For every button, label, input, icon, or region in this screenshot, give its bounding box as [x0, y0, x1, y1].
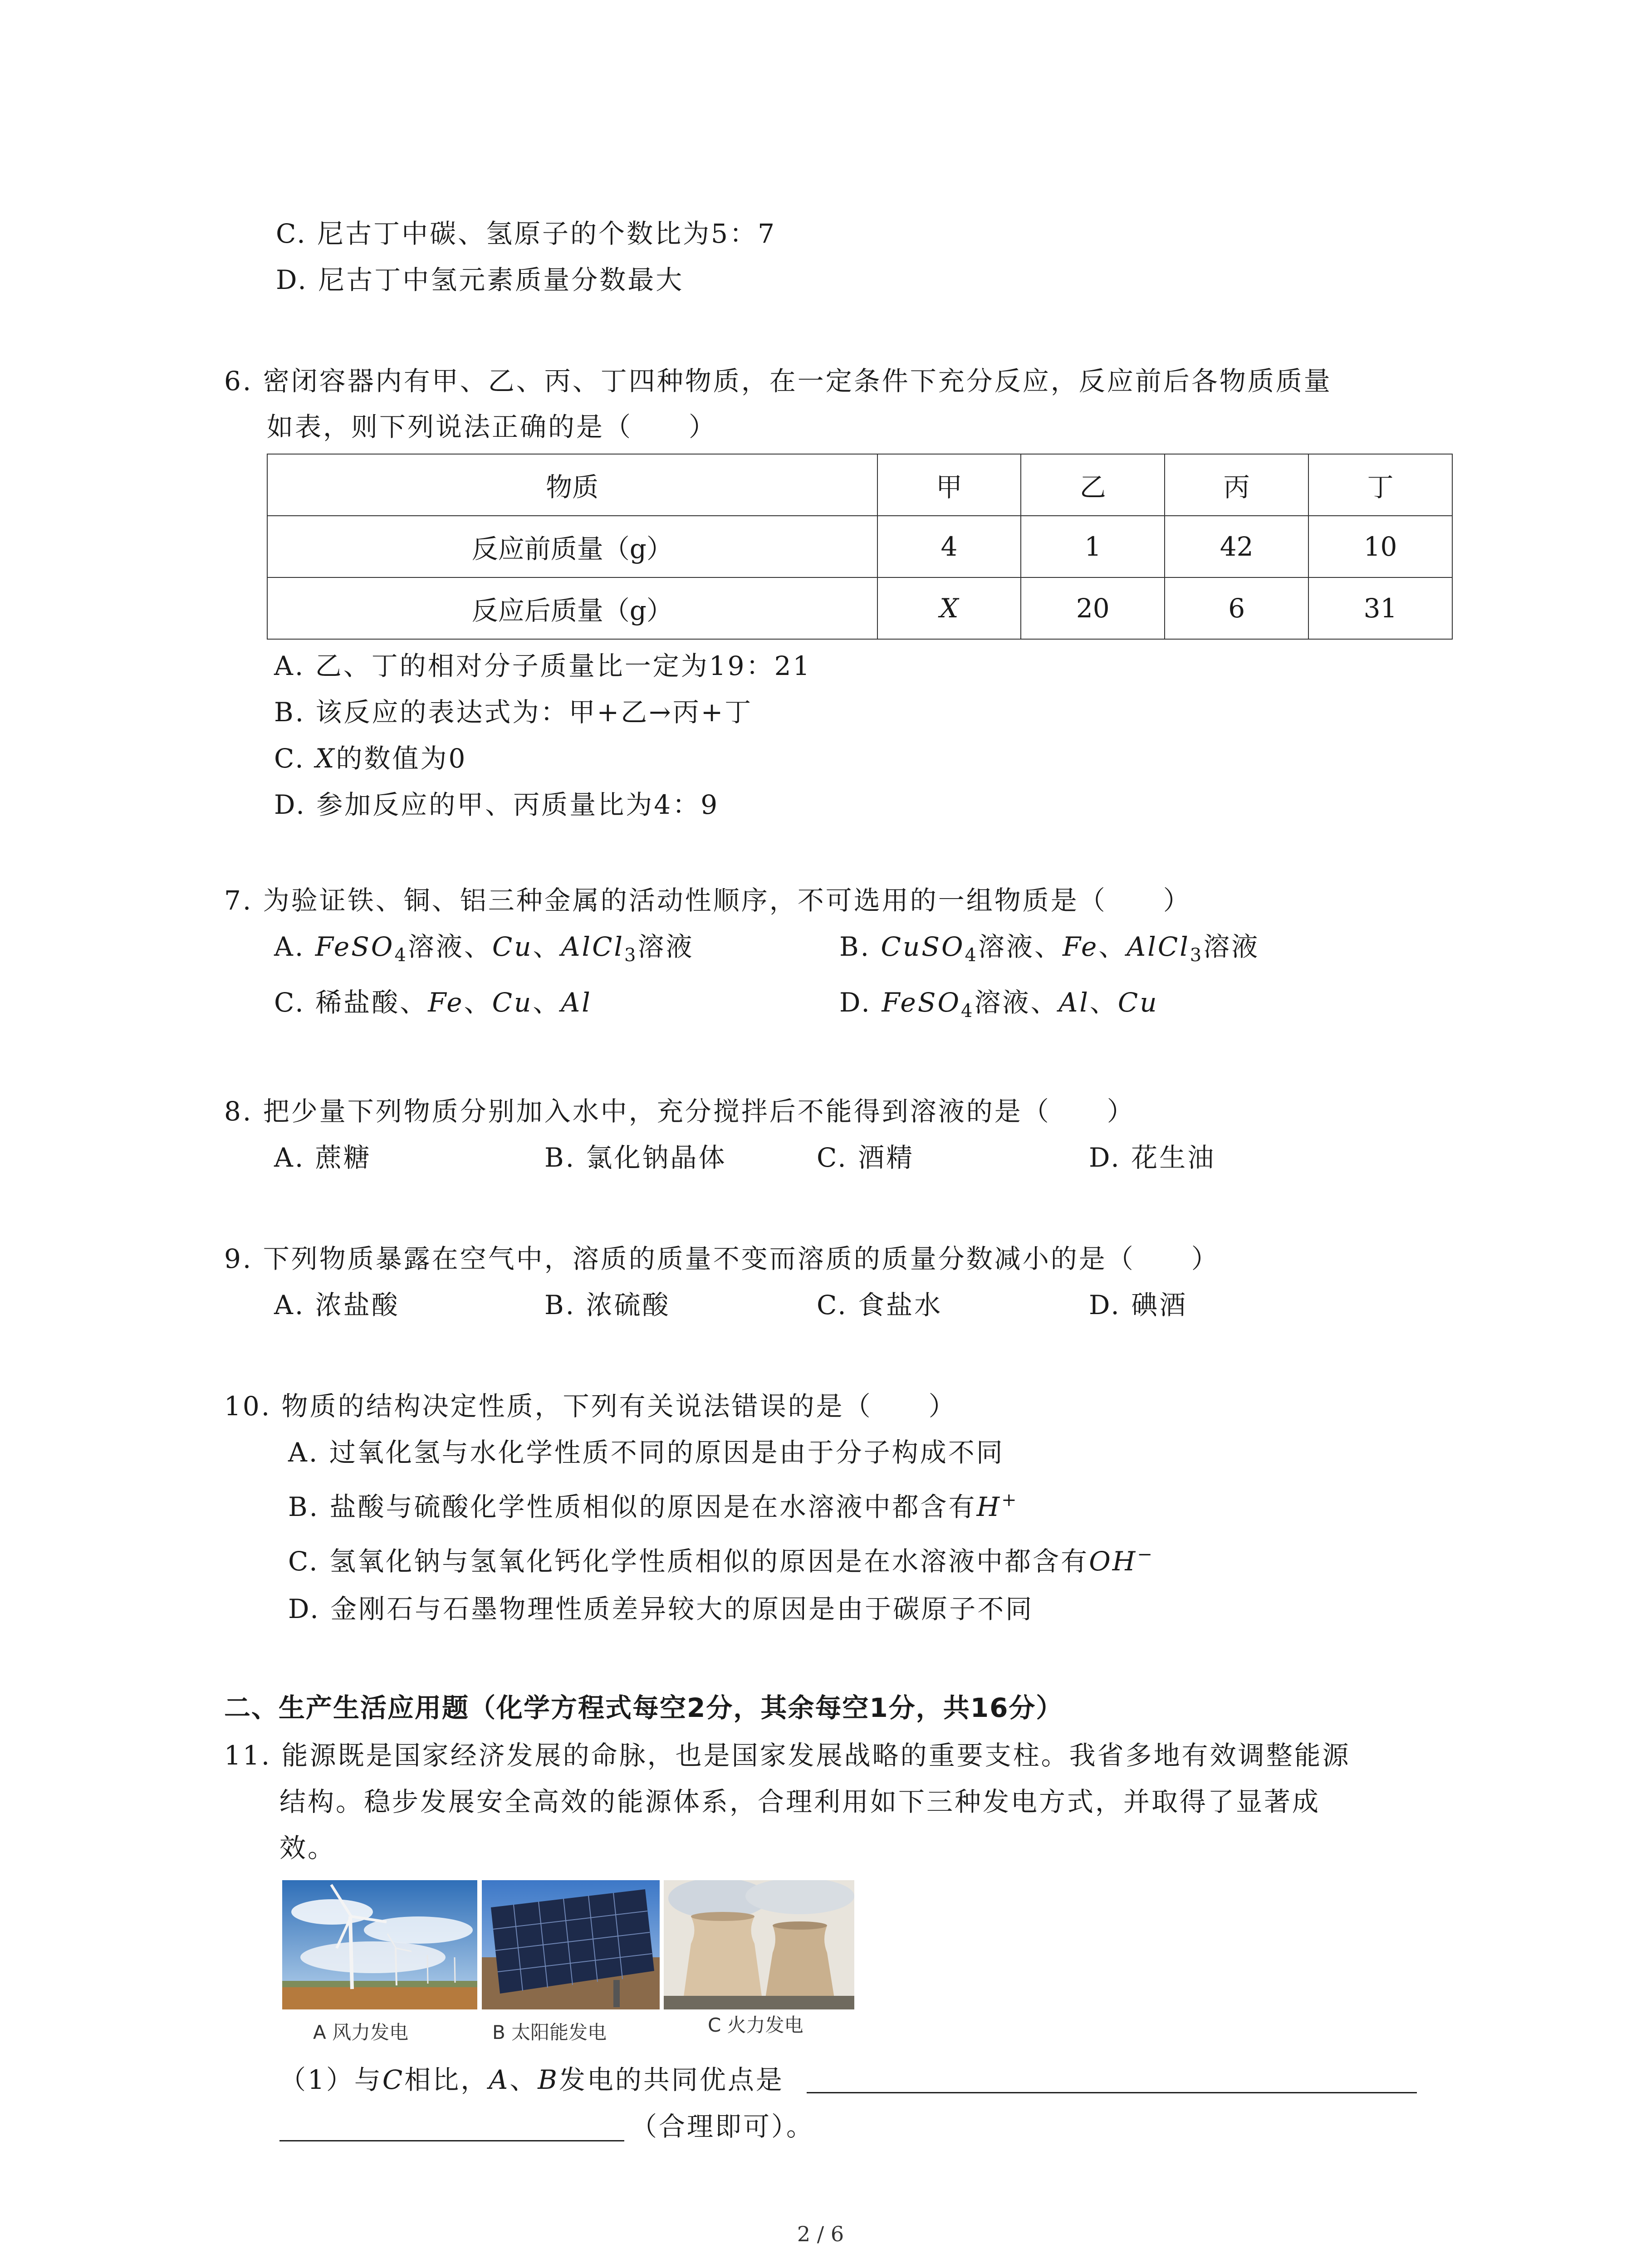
table-header-cell: 物质 — [267, 454, 877, 516]
table-header-cell: 丁 — [1308, 454, 1452, 516]
option-label: D. — [839, 987, 882, 1018]
q11-part1-end: （合理即可）。 — [631, 2111, 815, 2142]
formula: Al — [561, 987, 592, 1018]
table-cell: 4 — [877, 516, 1021, 577]
q5-option-c: C. 尼古丁中碳、氢原子的个数比为5：7 — [276, 218, 776, 249]
q10-stem: 10. 物质的结构决定性质，下列有关说法错误的是（ ） — [224, 1391, 957, 1422]
q7-option-c — [274, 984, 592, 1021]
formula: Al — [1058, 987, 1090, 1018]
formula: AlCl — [1127, 931, 1190, 962]
formula: CuSO — [881, 931, 965, 962]
subscript: 4 — [394, 945, 408, 966]
subscript: 3 — [624, 945, 638, 966]
thermal-power-caption: C 火力发电 — [708, 2014, 803, 2036]
q6-stem-line1: 6. 密闭容器内有甲、乙、丙、丁四种物质，在一定条件下充分反应，反应前后各物质质量 — [224, 366, 1332, 396]
variable: C — [382, 2064, 405, 2095]
formula: Cu — [492, 987, 533, 1018]
q9-option-d: D. 碘酒 — [1089, 1290, 1188, 1320]
q9-option-a: A. 浓盐酸 — [274, 1290, 400, 1320]
option-text: 溶液、 — [974, 987, 1059, 1018]
option-label: A. — [274, 931, 315, 962]
option-text: 溶液 — [1203, 931, 1260, 962]
table-cell: 6 — [1165, 577, 1308, 639]
table-cell: 42 — [1165, 516, 1308, 577]
q6-mass-table — [267, 454, 1453, 640]
thermal-power-photo — [664, 1880, 854, 2009]
subscript: 4 — [961, 1001, 975, 1022]
q6-option-a: A. 乙、丁的相对分子质量比一定为19：21 — [274, 650, 812, 681]
option-text: 、 — [1098, 931, 1127, 962]
section-heading: 二、生产生活应用题（化学方程式每空2分，其余每空1分，共16分） — [224, 1692, 1063, 1723]
formula: Cu — [1117, 987, 1159, 1018]
q9-option-b: B. 浓硫酸 — [544, 1290, 671, 1320]
option-text: 、 — [464, 987, 492, 1018]
table-cell: 10 — [1308, 516, 1452, 577]
part-text: 、 — [509, 2064, 538, 2095]
option-text: 的数值为0 — [336, 743, 467, 774]
q8-stem: 8. 把少量下列物质分别加入水中，充分搅拌后不能得到溶液的是（ ） — [224, 1096, 1135, 1127]
page-number: 2 / 6 — [797, 2222, 844, 2246]
answer-blank[interactable] — [279, 2140, 624, 2141]
q7-option-b — [839, 929, 1259, 965]
table-header-cell: 丙 — [1165, 454, 1308, 516]
table-cell: 反应前质量（g） — [267, 516, 877, 577]
ion-formula: H — [976, 1491, 1002, 1522]
q7-option-d — [839, 984, 1159, 1021]
wind-power-caption: A 风力发电 — [313, 2021, 409, 2043]
formula: FeSO — [315, 931, 395, 962]
option-label: C. — [274, 743, 316, 774]
q6-option-b: B. 该反应的表达式为：甲+乙→丙+丁 — [274, 697, 753, 728]
q9-option-c: C. 食盐水 — [817, 1290, 943, 1320]
option-text: C. 氢氧化钠与氢氧化钙化学性质相似的原因是在水溶液中都含有 — [288, 1546, 1089, 1577]
wind-power-photo — [282, 1880, 477, 2009]
q10-option-d: D. 金刚石与石墨物理性质差异较大的原因是由于碳原子不同 — [288, 1593, 1034, 1624]
variable: B — [538, 2064, 559, 2095]
table-cell: 20 — [1021, 577, 1165, 639]
subscript: 3 — [1190, 945, 1204, 966]
q11-stem-line2: 结构。稳步发展安全高效的能源体系，合理利用如下三种发电方式，并取得了显著成 — [279, 1786, 1321, 1817]
table-cell: 1 — [1021, 516, 1165, 577]
option-text: 溶液 — [637, 931, 694, 962]
q8-option-c: C. 酒精 — [817, 1142, 915, 1173]
q8-option-a: A. 蔗糖 — [274, 1142, 372, 1173]
table-cell: 反应后质量（g） — [267, 577, 877, 639]
q11-stem-line1: 11. 能源既是国家经济发展的命脉，也是国家发展战略的重要支柱。我省多地有效调整能源 — [224, 1740, 1351, 1771]
ion-charge: + — [1001, 1490, 1019, 1510]
formula: Fe — [1062, 931, 1099, 962]
ion-charge: − — [1137, 1544, 1154, 1565]
q10-option-a: A. 过氧化氢与水化学性质不同的原因是由于分子构成不同 — [288, 1437, 1004, 1468]
q11-part1 — [279, 2062, 784, 2098]
option-text: 溶液、 — [407, 931, 492, 962]
ion-formula: OH — [1089, 1546, 1137, 1577]
table-header-cell: 甲 — [877, 454, 1021, 516]
q7-option-a — [274, 929, 694, 965]
table-cell: X — [877, 577, 1021, 639]
q7-stem: 7. 为验证铁、铜、铝三种金属的活动性顺序，不可选用的一组物质是（ ） — [224, 885, 1191, 916]
option-text: 、 — [1089, 987, 1118, 1018]
formula: FeSO — [882, 987, 961, 1018]
q8-option-d: D. 花生油 — [1089, 1142, 1216, 1173]
formula: Cu — [492, 931, 533, 962]
q6-stem-line2: 如表，则下列说法正确的是（ ） — [267, 411, 717, 442]
q5-option-d: D. 尼古丁中氢元素质量分数最大 — [276, 264, 684, 295]
q11-stem-line3: 效。 — [279, 1833, 336, 1863]
answer-blank[interactable] — [807, 2092, 1417, 2093]
solar-power-caption: B 太阳能发电 — [492, 2021, 607, 2043]
part-text: 发电的共同优点是 — [558, 2064, 784, 2095]
q10-option-c — [288, 1543, 1154, 1579]
formula: Fe — [428, 987, 464, 1018]
option-text: 溶液、 — [978, 931, 1063, 962]
option-text: B. 盐酸与硫酸化学性质相似的原因是在水溶液中都含有 — [288, 1491, 977, 1522]
option-label: B. — [839, 931, 881, 962]
table-row — [267, 577, 1452, 639]
table-header-row — [267, 454, 1452, 516]
variable-x: X — [315, 743, 336, 774]
q8-option-b: B. 氯化钠晶体 — [544, 1142, 727, 1173]
table-cell: 31 — [1308, 577, 1452, 639]
part-text: 相比， — [404, 2064, 489, 2095]
option-text: 稀盐酸、 — [315, 987, 428, 1018]
q6-option-d: D. 参加反应的甲、丙质量比为4：9 — [274, 789, 720, 820]
table-row — [267, 516, 1452, 577]
option-text: 、 — [533, 931, 561, 962]
option-text: 、 — [533, 987, 561, 1018]
solar-power-photo — [482, 1880, 660, 2009]
q6-option-c — [274, 740, 467, 777]
formula: AlCl — [561, 931, 625, 962]
subscript: 4 — [965, 945, 978, 966]
table-header-cell: 乙 — [1021, 454, 1165, 516]
q9-stem: 9. 下列物质暴露在空气中，溶质的质量不变而溶质的质量分数减小的是（ ） — [224, 1243, 1220, 1274]
q10-option-b — [288, 1489, 1019, 1525]
option-label: C. — [274, 987, 316, 1018]
variable: A — [489, 2064, 510, 2095]
part-label: （1）与 — [279, 2064, 382, 2095]
